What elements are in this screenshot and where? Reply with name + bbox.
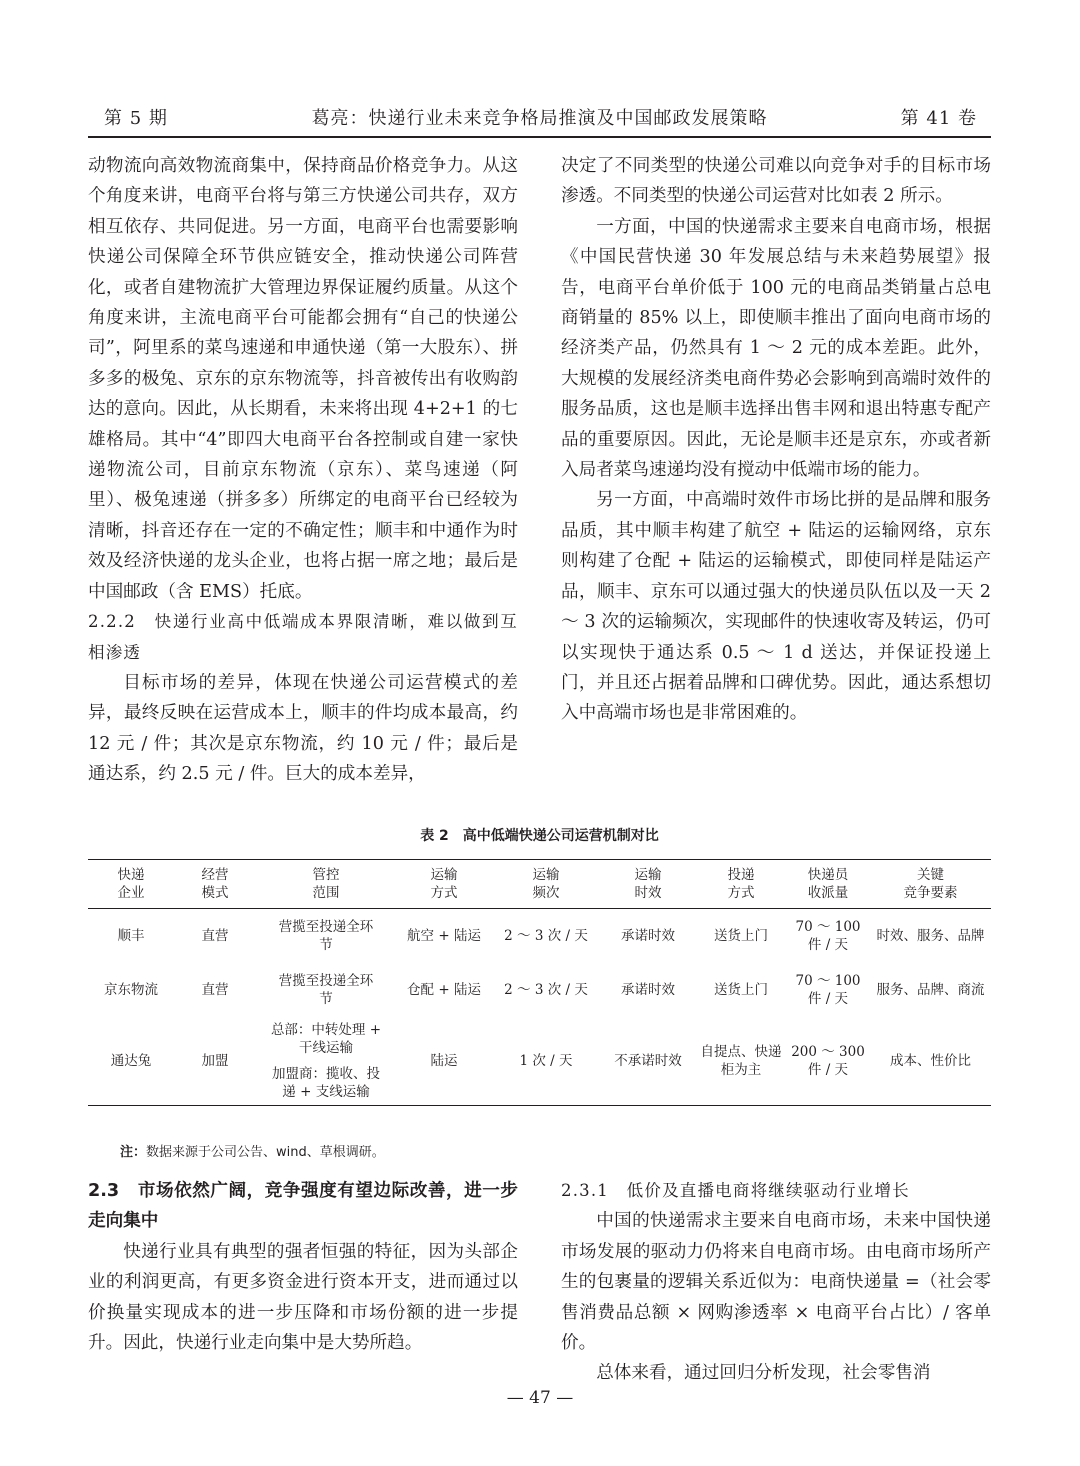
body-paragraph: 中国的快递需求主要来自电商市场，未来中国快递市场发展的驱动力仍将来自电商市场。由电商市场所产生的包裹量的逻辑关系近似为：电商快递量 =（社会零售消费品总额 × 网购渗透率 × 电商平台占比）/ 客单价。 xyxy=(561,1211,991,1354)
left-column-top xyxy=(88,151,518,790)
table-cell: 70 ～ 100 件 / 天 xyxy=(795,919,861,953)
header-cell: 快递员 收派量 xyxy=(786,860,870,909)
body-paragraph: 快递行业具有典型的强者恒强的特征，因为头部企业的利润更高，有更多资金进行资本开支，进而通过以价换量实现成本的进一步压降和市场份额的进一步提升。因此，快递行业走向集中是大势所趋。 xyxy=(88,1241,518,1354)
header-cell: 运输 方式 xyxy=(396,860,492,909)
running-header xyxy=(88,100,991,134)
table-cell: 陆运 xyxy=(396,1017,492,1106)
article-title-header: 葛亮：快递行业未来竞争格局推演及中国邮政发展策略 xyxy=(311,108,768,129)
body-paragraph: 目标市场的差异，体现在快递公司运营模式的差异，最终反映在运营成本上，顺丰的件均成本最高，约 12 元 / 件；其次是京东物流，约 10 元 / 件；最后是通达系，约 2.5 元 / 件。巨大的成本差异， xyxy=(88,672,518,785)
header-cell: 运输 时效 xyxy=(600,860,696,909)
right-column-top xyxy=(561,151,991,729)
body-paragraph: 另一方面，中高端时效件市场比拼的是品牌和服务品质，其中顺丰构建了航空 + 陆运的运输网络，京东则构建了仓配 + 陆运的运输模式，即使同样是陆运产品，顺丰、京东可以通过强大的快递员队伍以及一天 2 ～ 3 次的运输频次，实现邮件的快速收寄及转运，仍可以实现快于通达系 0.5 ～ 1 d 送达，并保证投递上门，并且还占据着品牌和口碑优势。因此，通达系想切入中高端市场也是非常困难的。 xyxy=(561,490,991,724)
header-cell: 管控 范围 xyxy=(256,860,396,909)
table-cell: 营揽至投递全环节 xyxy=(278,919,374,953)
table-cell: 直营 xyxy=(201,982,229,998)
table-note xyxy=(120,1141,385,1160)
subsection-heading-2-3-1: 2.3.1 低价及直播电商将继续驱动行业增长 xyxy=(561,1181,910,1200)
note-label: 注： xyxy=(120,1145,147,1160)
table-cell: 1 次 / 天 xyxy=(492,1017,600,1106)
table-cell: 顺丰 xyxy=(117,928,145,944)
note-text: 数据来源于公司公告、wind、草根调研。 xyxy=(146,1145,385,1160)
body-paragraph: 动物流向高效物流商集中，保持商品价格竞争力。从这个角度来讲，电商平台将与第三方快递公司共存，双方相互依存、共同促进。另一方面，电商平台也需要影响快递公司保障全环节供应链安全，推动快递公司阵营化，或者自建物流扩大管理边界保证履约质量。从这个角度来讲，主流电商平台可能都会拥有“自己的快递公司”，阿里系的菜鸟速递和申通快递（第一大股东）、拼多多的极兔、京东的京东物流等，抖音被传出有收购韵达的意向。因此，从长期看，未来将出现 4+2+1 的七雄格局。其中“4”即四大电商平台各控制或自建一家快递物流公司，目前京东物流（京东）、菜鸟速递（阿里）、极兔速递（拼多多）所绑定的电商平台已经较为清晰，抖音还存在一定的不确定性；顺丰和中通作为时效及经济快递的龙头企业，也将占据一席之地；最后是中国邮政（含 EMS）托底。 xyxy=(88,156,518,602)
table-cell: 送货上门 xyxy=(714,928,768,944)
table-row xyxy=(88,1017,991,1106)
header-cell: 经营 模式 xyxy=(174,860,256,909)
table-cell: 承诺时效 xyxy=(621,982,675,998)
table-row xyxy=(88,963,991,1017)
header-cell: 关键 竞争要素 xyxy=(870,860,991,909)
issue-number: 第 5 期 xyxy=(104,108,168,129)
table-caption: 表 2 高中低端快递公司运营机制对比 xyxy=(420,828,659,844)
table-cell: 成本、性价比 xyxy=(870,1017,991,1106)
table-cell: 70 ～ 100 件 / 天 xyxy=(795,973,861,1007)
header-cell: 运输 频次 xyxy=(492,860,600,909)
cell-line: 总部：中转处理 + 干线运输 xyxy=(270,1022,382,1056)
body-paragraph: 一方面，中国的快递需求主要来自电商市场，根据《中国民营快递 30 年发展总结与未来趋势展望》报告，电商平台单价低于 100 元的电商品类销量占总电商销量的 85% 以上，即使顺丰推出了面向电商市场的经济类产品，仍然具有 1 ～ 2 元的成本差距。此外，大规模的发展经济类电商件势必会影响到高端时效件的服务品质，这也是顺丰选择出售丰网和退出特惠专配产品的重要原因。因此，无论是顺丰还是京东，亦或者新入局者菜鸟速递均没有搅动中低端市场的能力。 xyxy=(561,216,991,481)
cell-line: 加盟商：揽收、投递 + 支线运输 xyxy=(272,1066,380,1100)
table-cell: 通达兔 xyxy=(88,1017,174,1106)
table-cell: 营揽至投递全环节 xyxy=(278,973,374,1007)
header-rule xyxy=(88,136,991,138)
header-cell: 快递 企业 xyxy=(88,860,174,909)
subsection-heading-2-2-2: 2.2.2 快递行业高中低端成本界限清晰，难以做到互相渗透 xyxy=(88,612,518,662)
body-paragraph: 总体来看，通过回归分析发现，社会零售消 xyxy=(596,1363,931,1384)
table-cell: 服务、品牌、商流 xyxy=(876,982,985,998)
table-cell xyxy=(256,1017,396,1106)
header-cell: 投递 方式 xyxy=(696,860,786,909)
table-cell: 承诺时效 xyxy=(621,928,675,944)
table-cell: 航空 + 陆运 xyxy=(407,928,481,944)
table-cell: 京东物流 xyxy=(104,982,158,998)
table-cell: 直营 xyxy=(201,928,229,944)
table-cell: 2 ～ 3 次 / 天 xyxy=(504,982,588,998)
table-cell: 不承诺时效 xyxy=(600,1017,696,1106)
page-number: — 47 — xyxy=(506,1388,574,1408)
table-cell: 自提点、快递柜为主 xyxy=(696,1017,786,1106)
table-cell: 时效、服务、品牌 xyxy=(876,928,985,944)
table-cell: 200 ～ 300 件 / 天 xyxy=(786,1017,870,1106)
right-column-bottom xyxy=(561,1176,991,1389)
volume-number: 第 41 卷 xyxy=(900,108,977,129)
table-cell: 加盟 xyxy=(174,1017,256,1106)
body-paragraph: 决定了不同类型的快递公司难以向竞争对手的目标市场渗透。不同类型的快递公司运营对比如表 2 所示。 xyxy=(561,156,991,207)
table-cell: 仓配 + 陆运 xyxy=(407,982,481,998)
table-cell: 送货上门 xyxy=(714,982,768,998)
comparison-table xyxy=(88,859,991,1106)
table-header-row xyxy=(88,860,991,909)
table-row xyxy=(88,909,991,964)
table-cell: 2 ～ 3 次 / 天 xyxy=(504,928,588,944)
section-heading-2-3: 2.3 市场依然广阔，竞争强度有望边际改善，进一步走向集中 xyxy=(88,1181,518,1232)
left-column-bottom xyxy=(88,1176,518,1358)
